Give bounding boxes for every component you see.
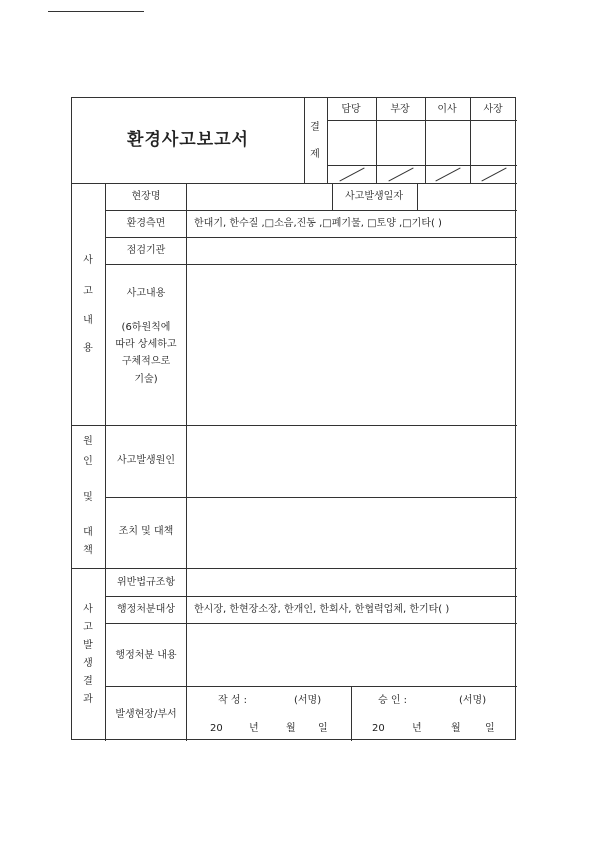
header-bottom-rule (72, 183, 517, 184)
approval-row-rule (327, 120, 517, 121)
approval-slash-rule (327, 165, 517, 166)
approval-label-top: 결 (310, 122, 320, 133)
section-result-char: 고 (83, 622, 93, 633)
incident-content-note: 기술) (134, 374, 158, 385)
report-form (71, 97, 516, 740)
section-incident-char: 사 (83, 255, 93, 266)
section-cause-char: 대 (83, 527, 93, 538)
section-result-char: 사 (83, 604, 93, 615)
written-date-year: 20 (210, 723, 223, 734)
approval-role-president: 사장 (483, 104, 503, 115)
approval-role-director: 부장 (390, 104, 410, 115)
action-label: 조치 및 대책 (118, 526, 174, 537)
section-result-char: 발 (83, 640, 93, 651)
top-rule (48, 11, 144, 12)
violation-label: 위반법규조항 (117, 577, 175, 588)
site-name-label: 현장명 (131, 191, 161, 202)
section-result-char: 결 (83, 676, 93, 687)
cause-label: 사고발생원인 (117, 455, 175, 466)
incident-content-note: 따라 상세하고 (115, 339, 177, 350)
env-aspect-options: 한대기, 한수질 ,□소음,진동 ,□폐기물, □토양 ,□기타( ) (194, 218, 442, 229)
approval-label-bottom: 제 (310, 149, 320, 160)
site-dept-label: 발생현장/부서 (115, 709, 177, 720)
section-cause-char: 원 (83, 436, 93, 447)
inspection-agency-label: 점검기관 (126, 245, 166, 256)
section-result-char: 과 (83, 694, 93, 705)
approval-date-slash (388, 167, 413, 181)
written-sign: (서명) (294, 695, 322, 706)
written-date-day-unit: 일 (318, 723, 328, 734)
section-cause-char: 및 (83, 492, 93, 503)
penalty-target-options: 한시장, 한현장소장, 한개인, 한회사, 한협력업체, 한기타( ) (194, 604, 450, 615)
form-title: 환경사고보고서 (127, 130, 249, 150)
incident-content-note: (6하원칙에 (121, 322, 171, 333)
section-incident-char: 용 (83, 343, 93, 354)
penalty-content-label: 행정처분 내용 (115, 650, 177, 661)
section-incident-char: 고 (83, 286, 93, 297)
approval-role-manager: 담당 (341, 104, 361, 115)
section-cause-char: 책 (83, 545, 93, 556)
approval-date-slash (481, 167, 506, 181)
approved-by-label: 승 인 : (378, 695, 408, 706)
approval-date-slash (435, 167, 460, 181)
section-incident-char: 내 (83, 315, 93, 326)
approved-date-month-unit: 월 (451, 723, 461, 734)
approved-sign: (서명) (459, 695, 487, 706)
env-aspect-label: 환경측면 (126, 218, 166, 229)
incident-content-label: 사고내용 (126, 288, 166, 299)
written-by-label: 작 성 : (218, 695, 248, 706)
incident-date-label: 사고발생일자 (345, 191, 403, 202)
approved-date-year-unit: 년 (412, 723, 422, 734)
penalty-target-label: 행정처분대상 (117, 604, 175, 615)
section-cause-char: 인 (83, 456, 93, 467)
section-result-char: 생 (83, 658, 93, 669)
approval-role-executive: 이사 (437, 104, 457, 115)
written-date-year-unit: 년 (249, 723, 259, 734)
approved-date-year: 20 (372, 723, 385, 734)
written-date-month-unit: 월 (286, 723, 296, 734)
incident-content-note: 구체적으로 (121, 356, 171, 367)
approved-date-day-unit: 일 (485, 723, 495, 734)
approval-date-slash (339, 167, 364, 181)
